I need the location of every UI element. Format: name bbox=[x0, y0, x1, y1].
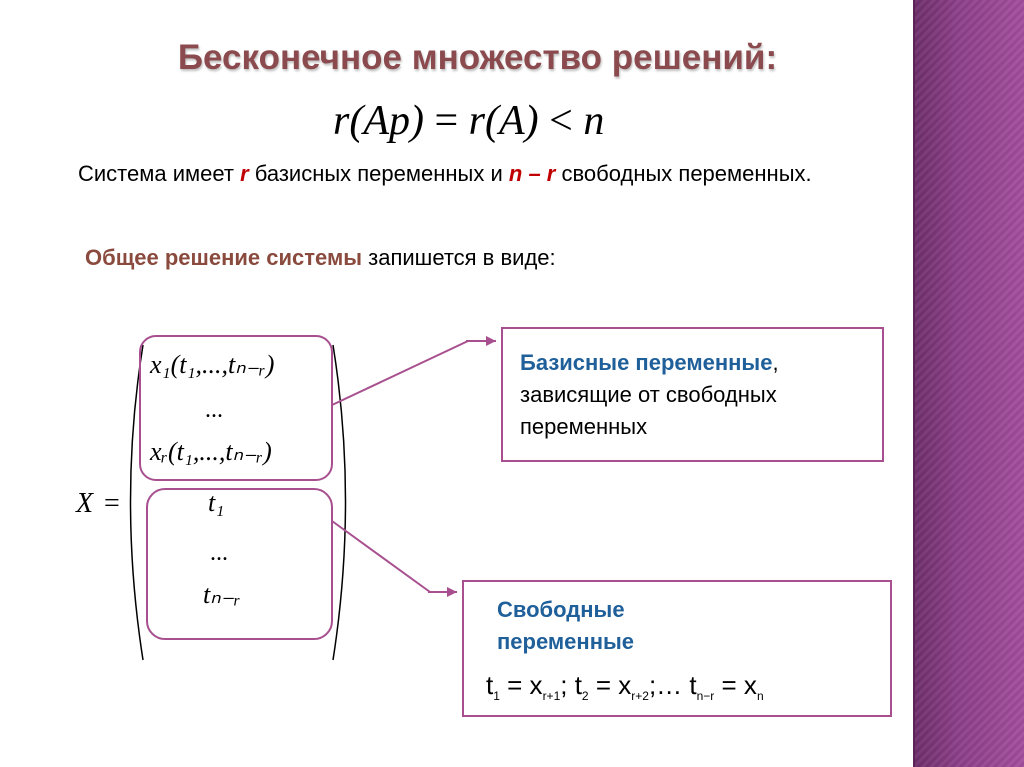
formula-mid: r(A) bbox=[468, 98, 539, 144]
vector-dots-1: ... bbox=[205, 397, 223, 423]
formula-lhs: r(Ap) bbox=[333, 98, 424, 144]
arrow-free-line bbox=[332, 521, 430, 592]
rank-formula bbox=[333, 90, 641, 152]
sidebar-texture bbox=[915, 0, 1024, 767]
free-variables-formula: $t_1 = x_{r+1}$; $t_2$ = $x_{r+2};\dots$ $t_{n-r} = x_n$ bbox=[486, 670, 764, 704]
arrow-basis-head bbox=[486, 336, 496, 346]
right-paren bbox=[333, 345, 346, 660]
free-variables-box bbox=[462, 580, 892, 717]
vector-row-4: t₁ bbox=[208, 488, 225, 517]
paragraph-r: r bbox=[240, 161, 249, 186]
basis-variables-box bbox=[501, 327, 884, 462]
formula-rhs: n bbox=[583, 98, 605, 144]
vector-dots-2: ... bbox=[210, 540, 228, 566]
paragraph-text-2: базисных переменных и bbox=[248, 161, 509, 186]
basis-box-bold: Базисные переменные bbox=[520, 350, 773, 375]
arrow-basis-line bbox=[332, 341, 468, 405]
formula-eq: = bbox=[434, 98, 459, 144]
paragraph-text-1: Система имеет bbox=[78, 161, 241, 186]
description-paragraph bbox=[78, 157, 878, 190]
vector-row-3: xᵣ(t₁,...,tₙ₋ᵣ) bbox=[150, 437, 272, 466]
free-box-label: Свободные переменные bbox=[497, 597, 635, 654]
left-paren bbox=[131, 345, 144, 660]
paragraph-text-3: свободных переменных. bbox=[555, 161, 812, 186]
sidebar-divider bbox=[913, 0, 915, 767]
general-solution-heading bbox=[85, 245, 556, 271]
slide-title: Бесконечное множество решений: bbox=[177, 38, 778, 77]
arrow-free-head bbox=[447, 587, 457, 597]
vector-row-6: tₙ₋ᵣ bbox=[203, 580, 241, 609]
basis-box-text: , зависящие от свободных переменных bbox=[520, 350, 779, 439]
formula-lt: < bbox=[549, 98, 573, 144]
vector-X: X bbox=[76, 488, 94, 519]
paragraph-n-minus-r: n – r bbox=[508, 161, 556, 186]
free-group-frame bbox=[147, 489, 332, 639]
general-solution-bold: Общее решение системы bbox=[85, 245, 363, 270]
general-solution-rest: запишется в виде: bbox=[362, 245, 556, 270]
vector-eq: = bbox=[104, 488, 120, 519]
vector-row-1: x₁(t₁,...,tₙ₋ᵣ) bbox=[150, 350, 275, 379]
